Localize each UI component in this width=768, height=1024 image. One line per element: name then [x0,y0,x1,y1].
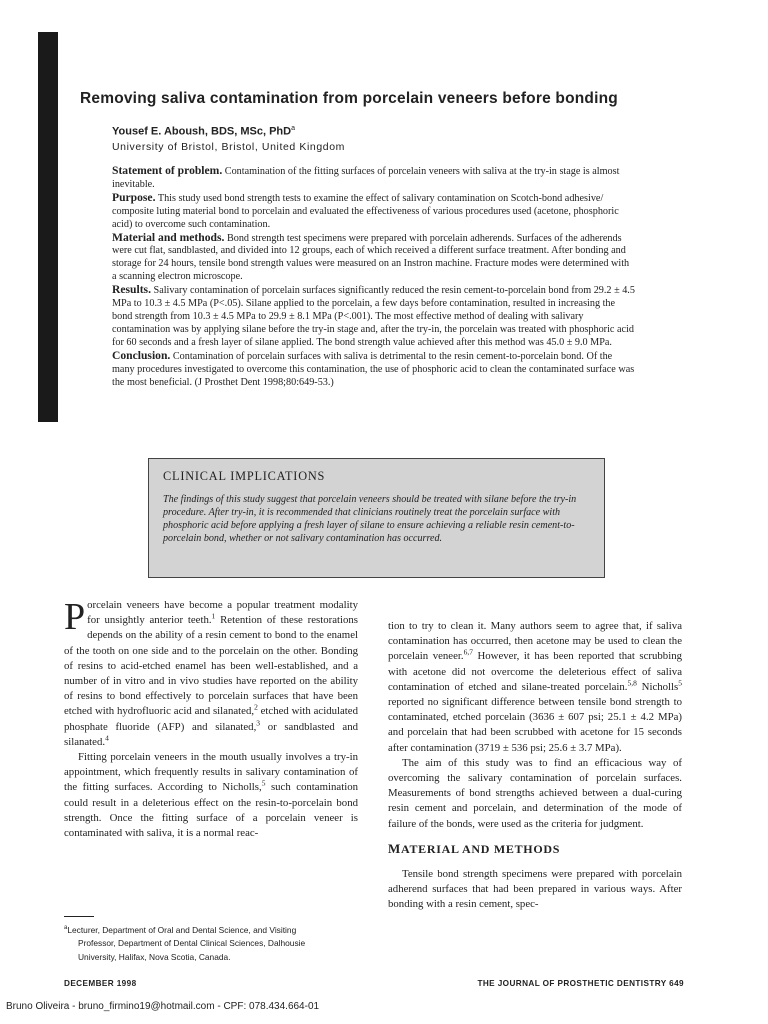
citation-superscript: 4 [105,733,109,743]
citation-superscript: 1 [211,611,216,621]
abstract-text: Bond strength test specimens were prepared with porcelain adherends. Surfaces of the adherends were cut flat, sandblasted, and divided into 12 groups, each of which received a different surface treatment. After bonding and storage for 24 hours, tensile bond strength values were measured on an Instron machine. Fracture modes were determined with a scanning electron microscope. [112,232,630,283]
abstract-heading: Purpose. [112,190,156,204]
footnote-text: Lecturer, Department of Oral and Dental Science, and Visiting [67,924,297,935]
author-affiliation: University of Bristol, Bristol, United Kingdom [112,141,346,153]
paragraph-runs: Fitting porcelain veneers in the mouth usually involves a try-in appointment, which frequently results in salivary contamination of the fitting surfaces. According to Nicholls,$^5$ such contamination could result in a deleterious effect on the resin-to-porcelain bond strength. Once the fitting surface of a porcelain veneer is contaminated with saliva, it is a normal reac- [64,751,358,840]
citation-superscript: 5 [678,678,682,688]
author-line [112,125,672,138]
abstract-purpose [112,192,636,232]
abstract-conclusion [112,350,636,390]
abstract [112,165,636,389]
abstract-statement [112,165,636,192]
article-title: Removing saliva contamination from porcelain veneers before bonding [80,90,618,107]
body-paragraph: The aim of this study was to find an efficacious way of overcoming the salivary contamination of porcelain surfaces. Measurements of bond strengths achieved between a dual-curing resin cement and porcelain, and determination of the mode of failure of the bonds, were used as the criteria for judgment. [388,756,682,830]
abstract-results [112,284,636,350]
abstract-heading: Conclusion. [112,348,171,362]
download-watermark-note: Bruno Oliveira - bruno_firmino19@hotmail.com - CPF: 078.434.664-01 [6,1001,320,1012]
paragraph-runs: orcelain veneers have become a popular treatment modality for unsightly anterior teeth.$^1$ Retention of these restorations depends on the ability of a resin cement to bond to the enamel of the tooth on one side and to the porcelain on the other. Bonding of resins to acid-etched enamel has been well-established, and a number of in vitro and in vivo studies have reported on the ability of resins to bond effectively to porcelain surfaces that have been etched with hydrofluoric acid and silanated,$^2$ etched with acidulated phosphate fluoride (AFP) and silanated,$^3$ or sandblasted and silanated.$^4$ [64,599,358,748]
citation-superscript: 2 [254,702,258,712]
body-column-left [64,598,358,841]
citation-superscript: 3 [256,718,261,728]
body-paragraph [64,598,358,750]
abstract-text: Contamination of the fitting surfaces of porcelain veneers with saliva at the try-in stage is almost inevitable. [112,166,620,190]
citation-superscript: 5 [261,778,266,788]
clinical-implications-text: The findings of this study suggest that porcelain veneers should be treated with silane before the try-in procedure. After try-in, it is recommended that clinicians routinely treat the porcelain surface with phosphoric acid before applying a fresh layer of silane to ensure achieving a reliable resin cement-to-porcelain bond, whether or not salivary contamination has occurred. [163,494,577,544]
footnote-line: University, Halifax, Nova Scotia, Canada. [78,951,231,962]
abstract-methods [112,232,636,285]
abstract-text: This study used bond strength tests to examine the effect of salivary contamination on Scotch-bond adhesive/ composite luting material bond to porcelain and evaluated the effectiveness of various procedures used (acetone, phosphoric acid) to overcome such contamination. [112,192,619,230]
abstract-text: Contamination of porcelain surfaces with saliva is detrimental to the resin cement-to-porcelain bond. Of the many procedures investigated to overcome this contamination, the use of phosphoric acid to clean the contaminated surface was the most beneficial. (J Prosthet Dent 1998;80:649-53.) [112,350,635,388]
section-heading: MATERIAL AND METHODS [388,840,561,856]
footer-journal-page: THE JOURNAL OF PROSTHETIC DENTISTRY 649 [477,979,684,988]
body-paragraph [388,619,682,756]
footnote [64,922,364,964]
footnote-marker: a [64,925,68,931]
body-paragraph [64,750,358,841]
clinical-implications-title: CLINICAL IMPLICATIONS [163,469,326,483]
body-column-right [388,619,682,913]
footnote-line: Professor, Department of Dental Clinical Sciences, Dalhousie [78,938,306,949]
black-margin-bar [38,32,58,422]
author-name: Yousef E. Aboush, BDS, MSc, PhD [112,125,292,138]
footnote-rule [64,916,94,917]
citation-superscript: 6,7 [463,647,473,657]
citation-superscript: 5,8 [627,678,637,688]
paragraph-runs: tion to try to clean it. Many authors seem to agree that, if saliva contamination has occurred, then acetone may be used to clean the porcelain veneer.$^{6,7}$ However, it has been reported that scrubbing with acetone did not overcome the deleterious effect of saliva contamination of etched and silane-treated porcelain.$^{5,8}$ Nicholls$^5$ reported no significant difference between tensile bond strength to contaminated, etched porcelain (3636 ± 607 psi; 25.1 ± 4.2 MPa) and porcelain that had been scrubbed with acetone for 15 seconds after contamination (3719 ± 536 psi; 25.6 ± 3.7 MPa). [388,620,682,754]
abstract-heading: Material and methods. [112,230,225,244]
drop-cap: P [64,596,86,638]
abstract-text: Salivary contamination of porcelain surfaces significantly reduced the resin cement-to-porcelain bond from 29.2 ± 4.5 MPa to 10.3 ± 4.5 MPa (P<.05). Silane applied to the porcelain, a few days before contamination, resulted in increasing the bond strength from 10.3 ± 4.5 MPa to 29.9 ± 8.1 MPa (P<.001). The most effective method of dealing with salivary contamination was by applying silane before the try-in stage and, after the try-in, the porcelain was treated with phosphoric acid for 60 seconds and a fresh layer of silane applied. The bond strength value achieved after this method was 45.0 ± 9.0 MPa. [112,285,635,348]
footnote-line [64,922,364,937]
footer-date: DECEMBER 1998 [64,979,137,988]
body-paragraph: Tensile bond strength specimens were prepared with porcelain adherend surfaces that had been prepared in various ways. After bonding with a resin cement, spec- [388,868,682,911]
abstract-heading: Results. [112,283,151,297]
clinical-implications-box [148,458,605,578]
author-footnote-marker: a [291,125,295,132]
abstract-heading: Statement of problem. [112,164,223,177]
